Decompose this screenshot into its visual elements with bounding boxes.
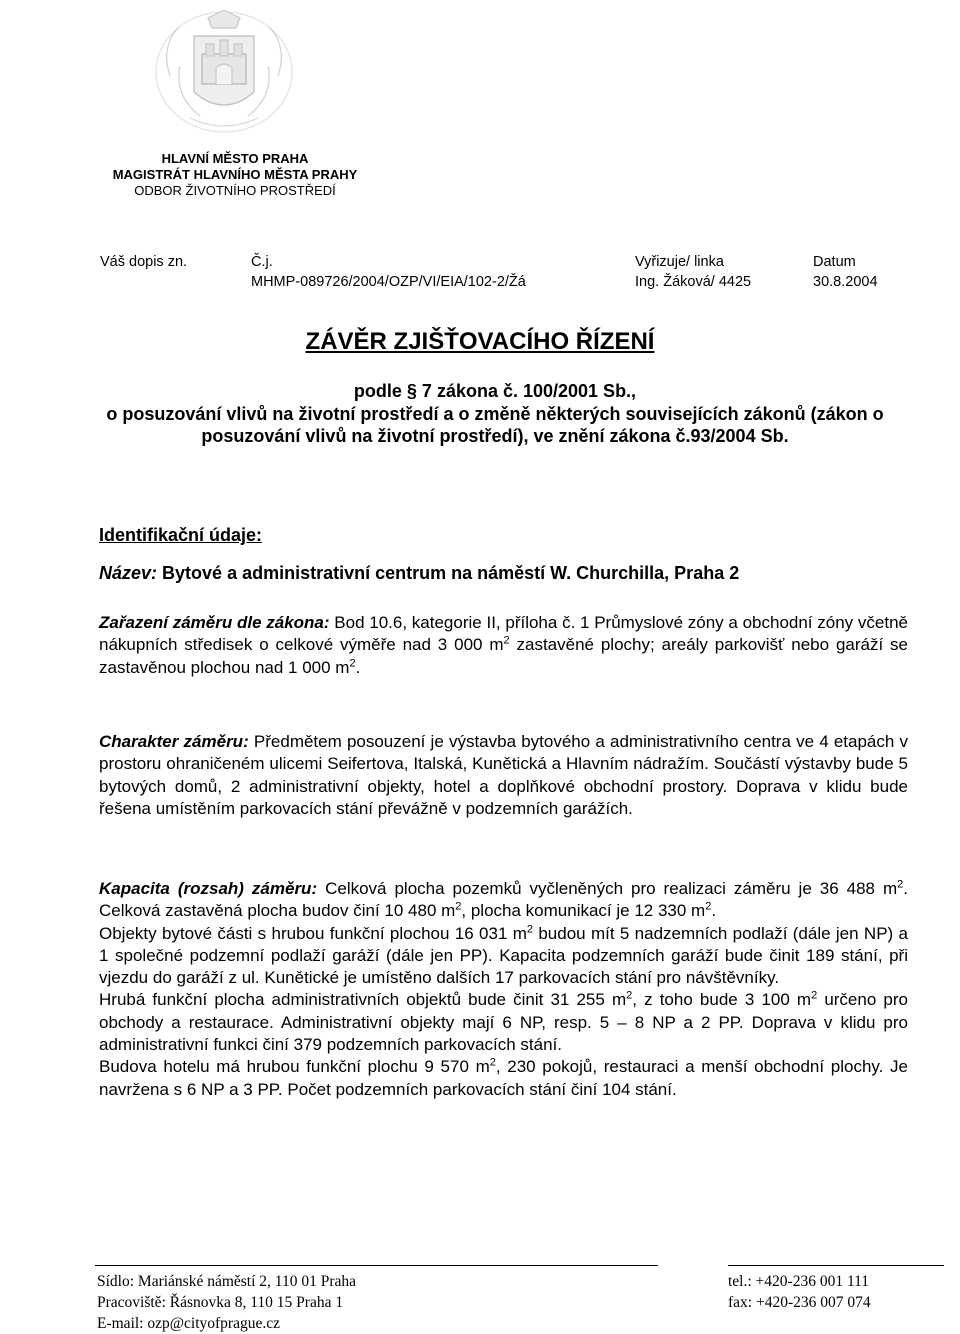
footer-divider-right [728, 1265, 944, 1266]
footer-fax: fax: +420-236 007 074 [728, 1294, 871, 1311]
character-paragraph [99, 731, 908, 820]
kapacita-p1-d: . [711, 901, 717, 921]
legal-basis [100, 380, 890, 448]
capacity-p1 [99, 878, 908, 923]
kapacita-p3-c: určeno pro obchody a restaurace. Administrativní objekty mají 6 NP, resp. 5 – 8 NP a 2 PP. Doprava v klidu pro administrativní funkci činí 379 podzemních parkovacích stání. [99, 990, 908, 1055]
charakter-text: Předmětem posouzení je výstavba bytového a administrativního centra ve 4 etapách v prostoru ohraničeném ulicemi Seifertova, Italská, Kunětická a Hlavním nádražím. Součástí výstavby bude 5 bytových domů, 2 administrativní objekty, hotel a doplňkové obchodní prostory. Doprava v klidu bude řešena umístěním parkovacích stání převážně v podzemních garážích. [99, 732, 908, 818]
org-line-magistrate: MAGISTRÁT HLAVNÍHO MĚSTA PRAHY [112, 167, 358, 182]
datum-label: Datum [813, 254, 856, 270]
sup-m2: 2 [705, 900, 712, 913]
footer-sidlo: Sídlo: Mariánské náměstí 2, 110 01 Praha [97, 1273, 357, 1290]
footer-pracoviste: Pracoviště: Řásnovka 8, 110 15 Praha 1 [97, 1294, 344, 1311]
footer-address [97, 1271, 356, 1334]
capacity-p3 [99, 989, 908, 1056]
capacity-section [99, 878, 908, 1101]
sup-m2: 2 [503, 634, 510, 647]
zarazeni-text-c: . [355, 657, 361, 677]
document-title: ZÁVĚR ZJIŠŤOVACÍHO ŘÍZENÍ [305, 328, 655, 355]
classification-paragraph [99, 612, 908, 679]
sup-m2: 2 [455, 900, 462, 913]
kapacita-p3-b: , z toho bude 3 100 m [632, 990, 812, 1010]
sup-m2: 2 [349, 656, 356, 669]
sup-m2: 2 [626, 989, 633, 1002]
datum-value: 30.8.2004 [813, 274, 878, 290]
vyrizuje-label: Vyřizuje/ linka [635, 254, 724, 270]
kapacita-p2-b: budou mít 5 nadzemních podlaží (dále jen NP) a 1 společné podzemní podlaží garáží (dále jen PP). Kapacita podzemních garáží bude činit 189 stání, při vjezdu do garáží z ul. Kunětické je umístěno dalších 17 parkovacích stání pro návštěvníky. [99, 923, 908, 988]
kapacita-p4-b: , 230 pokojů, restauraci a menší obchodní plochy. Je navržena s 6 NP a 3 PP. Počet podzemních parkovacích stání činí 104 stání. [99, 1057, 908, 1099]
nazev-value: Bytové a administrativní centrum na náměstí W. Churchilla, Praha 2 [162, 563, 740, 583]
capacity-p2 [99, 923, 908, 990]
zarazeni-text-b: zastavěné plochy; areály parkovišť nebo garáží se zastavěnou plochou nad 1 000 m [99, 635, 909, 677]
org-line-department: ODBOR ŽIVOTNÍHO PROSTŘEDÍ [134, 183, 336, 198]
footer-tel: tel.: +420-236 001 111 [728, 1273, 870, 1290]
footer-divider-left [95, 1265, 658, 1266]
sup-m2: 2 [489, 1056, 496, 1069]
vas-dopis-label: Váš dopis zn. [100, 254, 188, 270]
zarazeni-label: Zařazení záměru dle zákona: [99, 613, 330, 632]
capacity-p4 [99, 1056, 908, 1101]
project-name [99, 563, 739, 584]
prague-coat-of-arms-logo [150, 6, 298, 138]
kapacita-p1-c: , plocha komunikací je 12 330 m [461, 901, 706, 921]
cj-value: MHMP-089726/2004/OZP/VI/EIA/102-2/Žá [251, 274, 526, 290]
cj-label: Č.j. [251, 254, 273, 270]
identification-heading: Identifikační údaje: [99, 525, 263, 545]
charakter-label: Charakter záměru: [99, 732, 249, 751]
nazev-label: Název: [99, 563, 158, 583]
org-line-city: HLAVNÍ MĚSTO PRAHA [161, 151, 309, 166]
kapacita-label: Kapacita (rozsah) záměru: [99, 879, 318, 898]
zarazeni-text-a: Bod 10.6, kategorie II, příloha č. 1 Průmyslové zóny a obchodní zóny včetně nákupních středisek o celkové výměře nad 3 000 m [99, 613, 908, 655]
kapacita-p3-a: Hrubá funkční plocha administrativních objektů bude činit 31 255 m [99, 990, 627, 1010]
footer-contacts [728, 1271, 871, 1313]
kapacita-p1-b: . Celková zastavěná plocha budov činí 10 480 m [99, 879, 908, 921]
legal-line-1: podle § 7 zákona č. 100/2001 Sb., [353, 381, 637, 401]
kapacita-p2-a: Objekty bytové části s hrubou funkční plochou 16 031 m [99, 923, 527, 943]
kapacita-p4-a: Budova hotelu má hrubou funkční plochu 9 570 m [99, 1057, 490, 1077]
sup-m2: 2 [897, 878, 904, 891]
vyrizuje-value: Ing. Žáková/ 4425 [635, 274, 752, 290]
sup-m2: 2 [811, 989, 818, 1002]
kapacita-p1-a: Celková plocha pozemků vyčleněných pro realizaci záměru je 36 488 m [325, 879, 898, 898]
sup-m2: 2 [526, 922, 534, 935]
footer-email: E-mail: ozp@cityofprague.cz [97, 1315, 280, 1332]
legal-line-2: o posuzování vlivů na životní prostředí a o změně některých souvisejících zákonů (zákon o posuzování vlivů na životní prostředí), ve znění zákona č.93/2004 Sb. [106, 403, 884, 446]
